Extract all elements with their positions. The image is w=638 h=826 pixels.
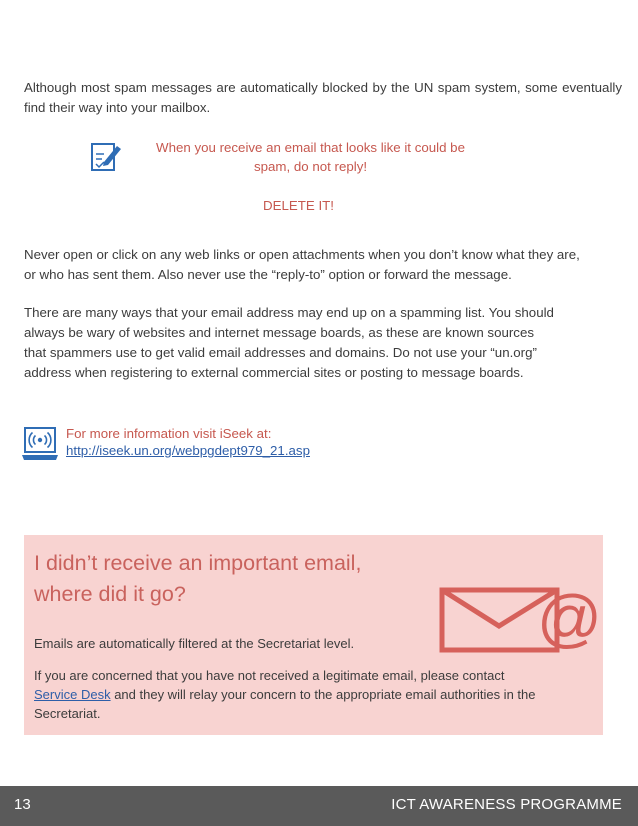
service-desk-link[interactable]: Service Desk bbox=[34, 687, 111, 702]
callout-text-line: If you are concerned that you have not received a legitimate email, please contact bbox=[34, 668, 505, 683]
paragraph-line: Never open or click on any web links or open attachments when you don’t know what they are, bbox=[24, 247, 580, 262]
tip-delete-warning: DELETE IT! bbox=[263, 198, 334, 213]
body-paragraph-1 bbox=[24, 245, 622, 285]
body-paragraph-2 bbox=[24, 303, 622, 383]
callout-text-1: Emails are automatically filtered at the Secretariat level. bbox=[34, 636, 355, 651]
callout-box bbox=[24, 535, 603, 735]
paragraph-line: There are many ways that your email address may end up on a spamming list. You should bbox=[24, 305, 554, 320]
paragraph-line: always be wary of websites and internet message boards, as these are known sources bbox=[24, 325, 534, 340]
laptop-wireless-icon bbox=[22, 426, 58, 462]
callout-title-line: where did it go? bbox=[34, 582, 186, 606]
intro-paragraph: Although most spam messages are automatically blocked by the UN spam system, some eventually find their way into your mailbox. bbox=[24, 80, 622, 115]
iseek-link[interactable]: http://iseek.un.org/webpgdept979_21.asp bbox=[66, 443, 310, 458]
paragraph-line: that spammers use to get valid email addresses and domains. Do not use your “un.org” bbox=[24, 345, 537, 360]
tip-line-2: spam, do not reply! bbox=[253, 159, 368, 174]
callout-title-line: I didn’t receive an important email, bbox=[34, 551, 362, 575]
paragraph-line: or who has sent them. Also never use the “reply-to” option or forward the message. bbox=[24, 267, 512, 282]
callout-text-line: Secretariat. bbox=[34, 706, 101, 721]
more-info-label: For more information visit iSeek at: bbox=[66, 426, 272, 441]
callout-text-suffix: and they will relay your concern to the appropriate email authorities in the bbox=[110, 687, 536, 702]
paragraph-line: address when registering to external commercial sites or posting to message boards. bbox=[24, 365, 524, 380]
footer-title: ICT AWARENESS PROGRAMME bbox=[391, 796, 622, 813]
notepad-pencil-icon bbox=[90, 140, 122, 172]
page-footer bbox=[0, 786, 638, 826]
page-number: 13 bbox=[14, 796, 31, 813]
callout-title bbox=[34, 548, 454, 610]
tip-line-1: When you receive an email that looks like it could be bbox=[156, 140, 465, 155]
callout-text-line bbox=[34, 685, 599, 704]
callout-text-2 bbox=[34, 666, 599, 723]
svg-text:@: @ bbox=[537, 582, 599, 654]
